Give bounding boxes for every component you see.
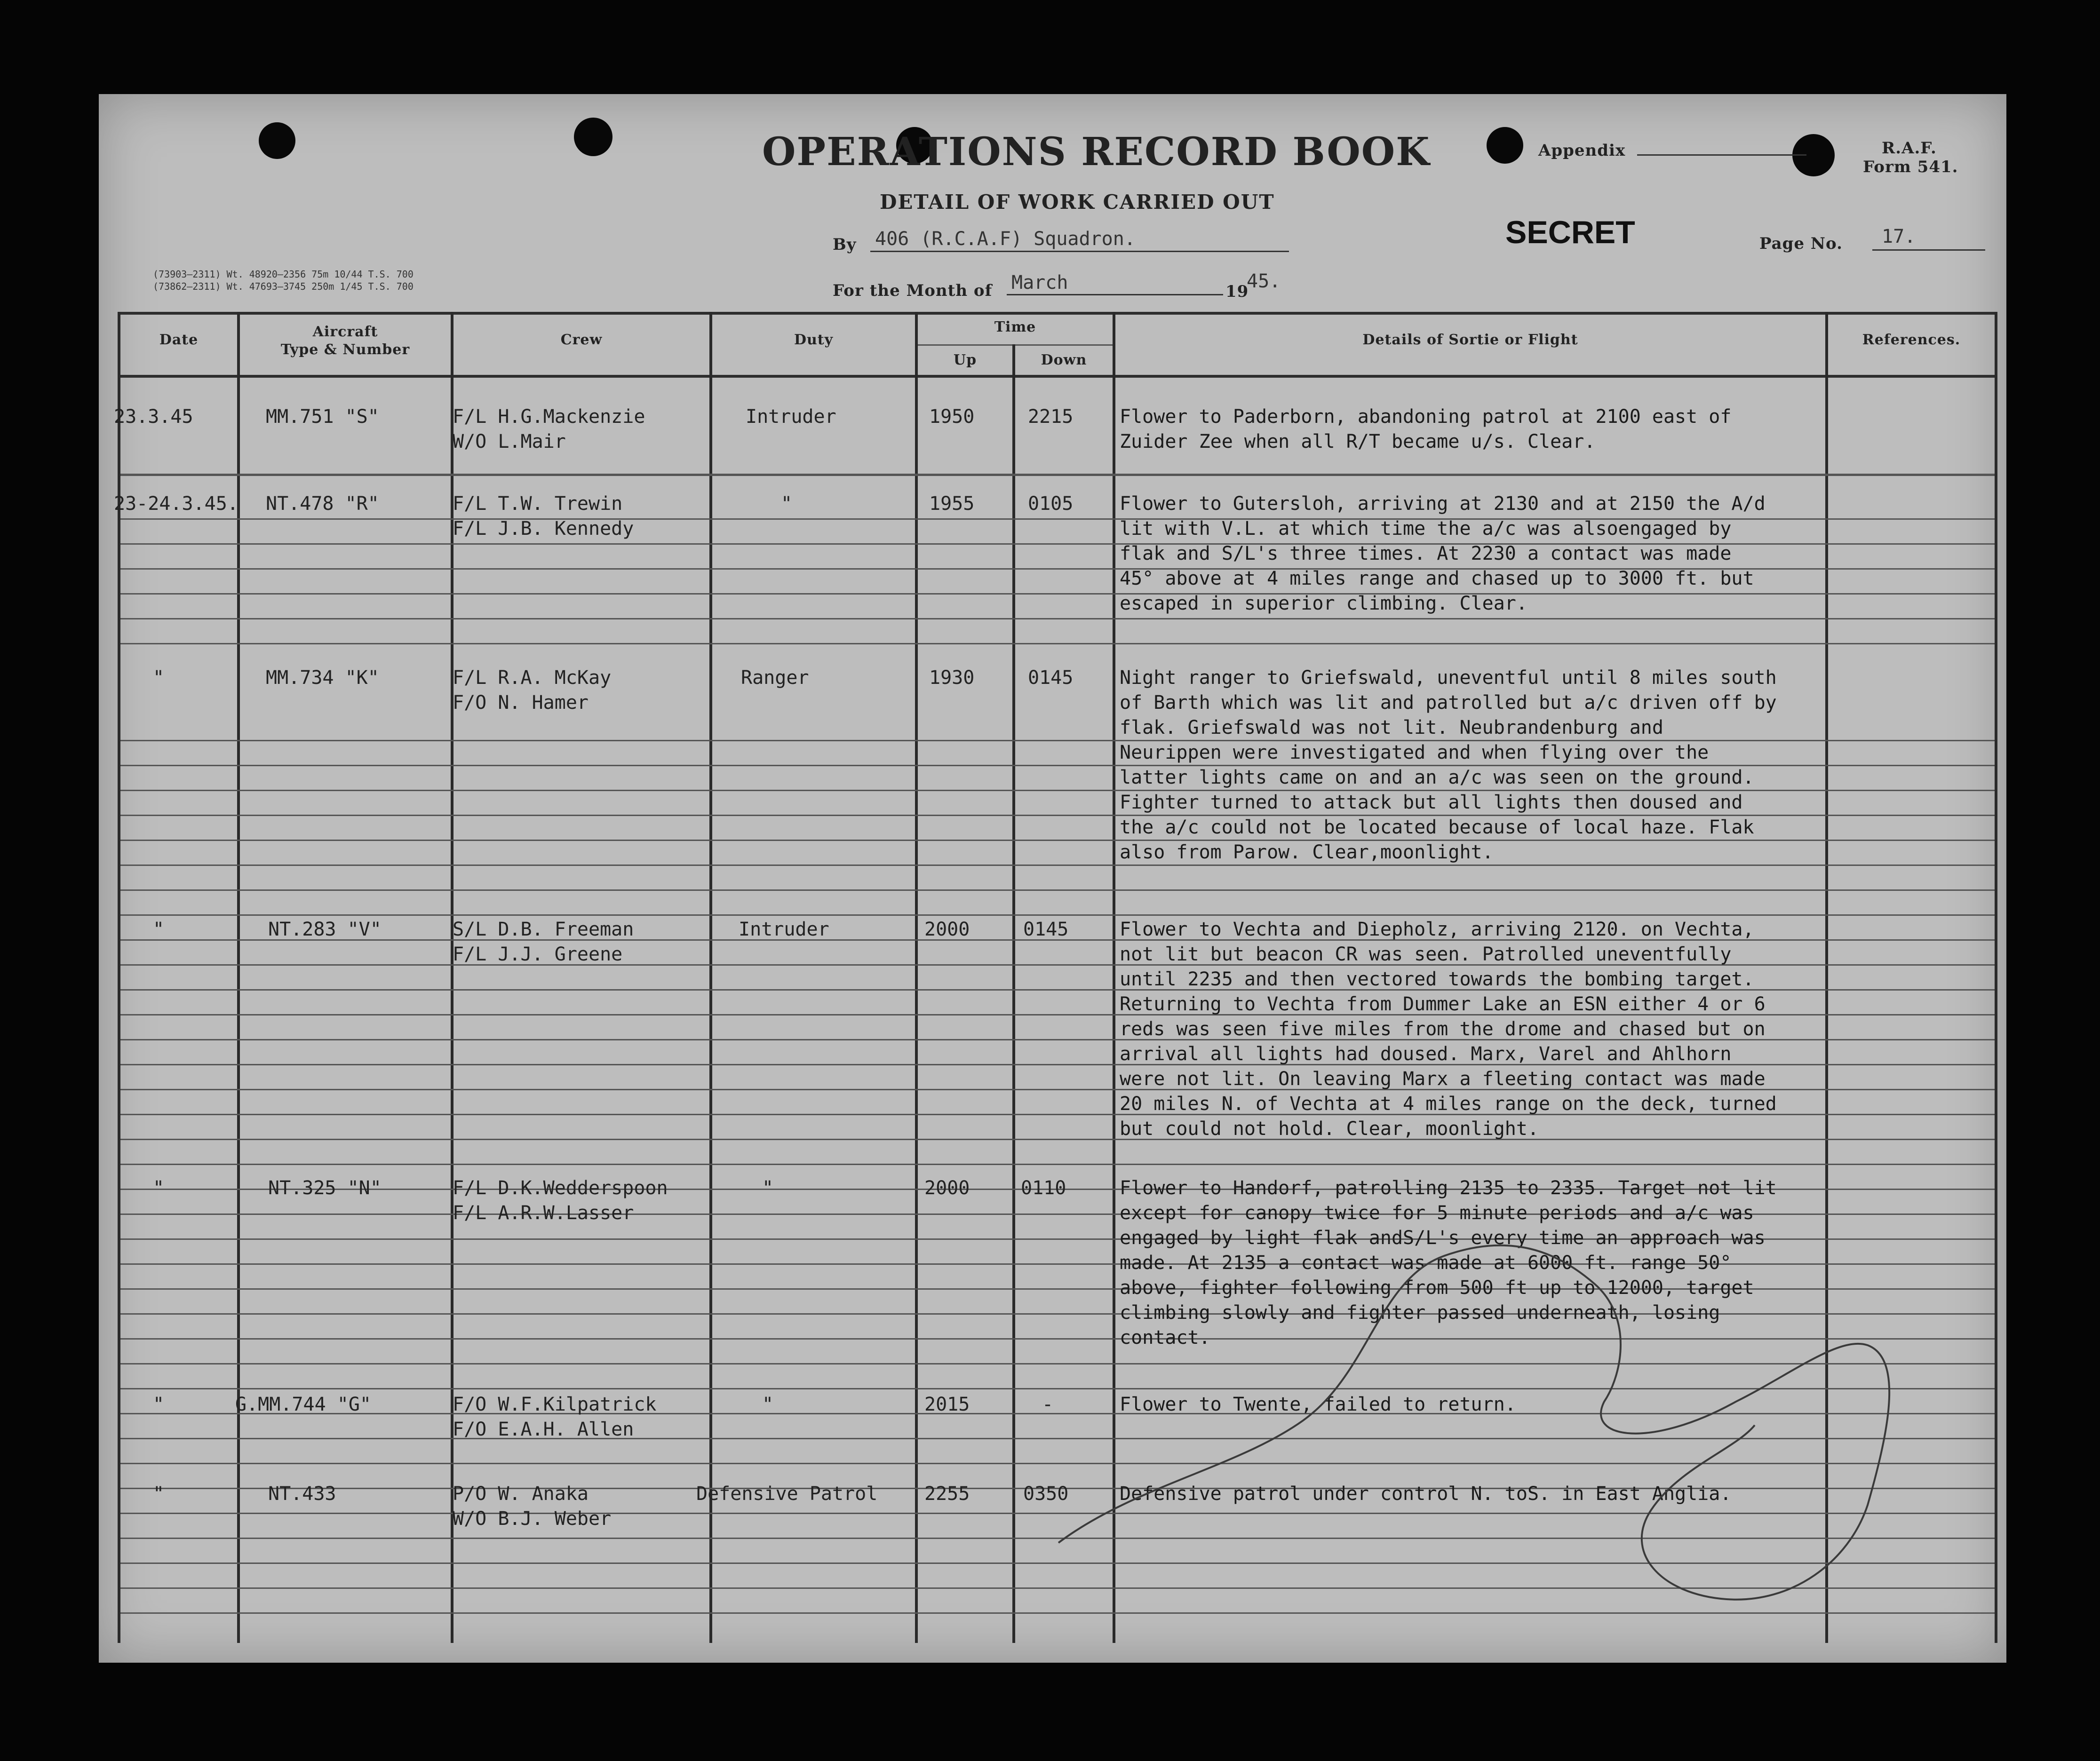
entry-crew: F/O E.A.H. Allen — [453, 1419, 634, 1440]
entry-crew: W/O B.J. Weber — [453, 1508, 612, 1530]
entry-aircraft: NT.325 "N" — [268, 1177, 382, 1199]
binder-hole — [574, 118, 612, 156]
year-prefix: 19 — [1225, 282, 1249, 301]
page-subtitle: DETAIL OF WORK CARRIED OUT — [880, 190, 1275, 214]
entry-time-up: 1930 — [929, 667, 975, 689]
ruled-line — [120, 1164, 1995, 1165]
col-duty: Duty — [794, 332, 834, 348]
page-number-value: 17. — [1882, 226, 1916, 247]
by-label: By — [833, 235, 857, 254]
entry-date: " — [153, 919, 165, 940]
ruled-line — [120, 643, 1995, 644]
entry-crew: F/O N. Hamer — [453, 692, 589, 714]
entry-duty: Intruder — [746, 406, 836, 428]
entry-aircraft: NT.283 "V" — [268, 919, 382, 940]
binder-hole — [1487, 127, 1523, 164]
entry-duty: " — [781, 493, 793, 515]
entry-crew: F/L R.A. McKay — [453, 667, 612, 689]
col-references: References. — [1862, 332, 1961, 348]
entry-crew: W/O L.Mair — [453, 431, 566, 452]
table-top-border — [118, 312, 1997, 315]
entry-crew: P/O W. Anaka — [453, 1483, 589, 1505]
entry-time-up: 2000 — [924, 1177, 970, 1199]
col-aircraft-type: Type & Number — [280, 341, 410, 358]
entry-aircraft: NT.433 — [268, 1483, 336, 1505]
entry-details: Defensive patrol under control N. toS. in East Anglia. — [1120, 1483, 1732, 1505]
col-details: Details of Sortie or Flight — [1362, 332, 1578, 348]
page-number-line — [1872, 249, 1985, 251]
entry-details: Flower to Handorf, patrolling 2135 to 2335. Target not lit except for canopy twice for 5 minute periods and a/c was engaged by light flak andS/L's every time an approach was made. At 2135 a contact was made at 6000 ft. range 50° above, fighter following from 500 ft up to 12000, target climbing slowly and fighter passed underneath, losing contact. — [1120, 1177, 1777, 1349]
entry-crew: F/L H.G.Mackenzie — [453, 406, 645, 428]
entry-date: " — [153, 1394, 165, 1415]
entry-time-down: 0145 — [1028, 667, 1074, 689]
entry-crew: F/L J.J. Greene — [453, 944, 623, 965]
col-date: Date — [159, 332, 199, 348]
unit-name: 406 (R.C.A.F) Squadron. — [875, 228, 1136, 250]
header-bottom-border — [118, 375, 1997, 378]
ruled-line — [120, 889, 1995, 891]
form-label-raf: R.A.F. — [1882, 139, 1937, 158]
entry-details: Flower to Paderborn, abandoning patrol at 2100 east of Zuider Zee when all R/T became u/s. Clear. — [1120, 406, 1732, 452]
entry-time-down: 0350 — [1023, 1483, 1069, 1505]
appendix-label: Appendix — [1538, 141, 1626, 160]
entry-time-up: 1955 — [929, 493, 975, 515]
entry-details: Flower to Vechta and Diepholz, arriving 2120. on Vechta, not lit but beacon CR was seen. Patrolled uneventfully until 2235 and then vectored towards the bombing target. Returning to Vechta from Dummer Lake an ESN either 4 or 6 reds was seen five miles from the drome and chased but on arrival all lights had doused. Marx, Varel and Ahlhorn were not lit. On leaving Marx a fleeting contact was made 20 miles N. of Vechta at 4 miles range on the deck, turned but could not hold. Clear, moonlight. — [1120, 919, 1777, 1140]
unit-line — [870, 251, 1289, 252]
form-label-541: Form 541. — [1863, 158, 1958, 176]
month-line — [1007, 294, 1223, 295]
entry-time-down: 2215 — [1028, 406, 1074, 428]
entry-duty: " — [762, 1177, 774, 1199]
entry-date: " — [153, 667, 165, 689]
entry-duty: Defensive Patrol — [696, 1483, 878, 1505]
record-sheet — [99, 94, 2006, 1663]
entry-time-up: 2015 — [924, 1394, 970, 1415]
col-time-down: Down — [1041, 352, 1087, 368]
entry-time-down: 0145 — [1023, 919, 1069, 940]
entry-crew: S/L D.B. Freeman — [453, 919, 634, 940]
year-value: 45. — [1247, 270, 1281, 292]
entry-time-down: - — [1042, 1394, 1054, 1415]
entry-crew: F/L D.K.Wedderspoon — [453, 1177, 668, 1199]
entry-time-up: 2255 — [924, 1483, 970, 1505]
entry-details: Flower to Gutersloh, arriving at 2130 and at 2150 the A/d lit with V.L. at which time the a/c was alsoengaged by flak and S/L's three times. At 2230 a contact was made 45° above at 4 miles range and chased up to 3000 ft. but escaped in superior climbing. Clear. — [1120, 493, 1766, 614]
column-divider — [709, 312, 712, 1643]
entry-date: " — [153, 1177, 165, 1199]
entry-aircraft: MM.734 "K" — [266, 667, 379, 689]
ruled-line — [120, 618, 1995, 619]
entry-aircraft: NT.478 "R" — [266, 493, 379, 515]
ruled-line — [120, 914, 1995, 916]
column-divider — [1012, 344, 1015, 1643]
entry-time-up: 1950 — [929, 406, 975, 428]
entry-date: 23-24.3.45. — [114, 493, 239, 515]
entry-date: " — [153, 1483, 165, 1505]
entry-crew: F/O W.F.Kilpatrick — [453, 1394, 657, 1415]
pencil-scribble — [1040, 1204, 1933, 1674]
entry-crew: F/L T.W. Trewin — [453, 493, 623, 515]
col-aircraft: Aircraft — [312, 324, 378, 340]
entry-time-down: 0110 — [1021, 1177, 1066, 1199]
col-time: Time — [994, 319, 1036, 335]
appendix-line — [1637, 154, 1806, 156]
entry-time-down: 0105 — [1028, 493, 1074, 515]
entry-crew: F/L A.R.W.Lasser — [453, 1202, 634, 1224]
month-label: For the Month of — [833, 281, 993, 300]
entry-aircraft: MM.751 "S" — [266, 406, 379, 428]
entry-details: Flower to Twente, failed to return. — [1120, 1394, 1516, 1415]
entry-duty: Ranger — [741, 667, 809, 689]
entry-date: 23.3.45 — [114, 406, 193, 428]
entry-details: Night ranger to Griefswald, uneventful until 8 miles south of Barth which was lit and patrolled but a/c driven off by flak. Griefswald was not lit. Neubrandenburg and Neurippen were investigated and when flying over the latter lights came on and an a/c was seen on the ground. Fighter turned to attack but all lights then doused and the a/c could not be located because of local haze. Flak also from Parow. Clear,moonlight. — [1120, 667, 1777, 863]
month-value: March — [1011, 272, 1068, 294]
print-codes: (73903—2311) Wt. 48920—2356 75m 10/44 T.S. 700 (73862—2311) Wt. 47693—3745 250m 1/45 T.S. 700 — [153, 269, 414, 292]
entry-duty: " — [762, 1394, 774, 1415]
column-divider — [1995, 312, 1997, 1643]
entry-crew: F/L J.B. Kennedy — [453, 518, 634, 539]
page-number-label: Page No. — [1759, 234, 1843, 253]
col-crew: Crew — [560, 332, 603, 348]
col-time-up: Up — [953, 352, 977, 368]
entry-duty: Intruder — [739, 919, 829, 940]
page-title: OPERATIONS RECORD BOOK — [762, 129, 1431, 175]
column-divider — [915, 312, 918, 1643]
binder-hole — [259, 122, 295, 159]
classification-stamp: SECRET — [1505, 214, 1635, 250]
entry-aircraft: G.MM.744 "G" — [235, 1394, 371, 1415]
entry-time-up: 2000 — [924, 919, 970, 940]
ruled-line — [120, 474, 1995, 476]
